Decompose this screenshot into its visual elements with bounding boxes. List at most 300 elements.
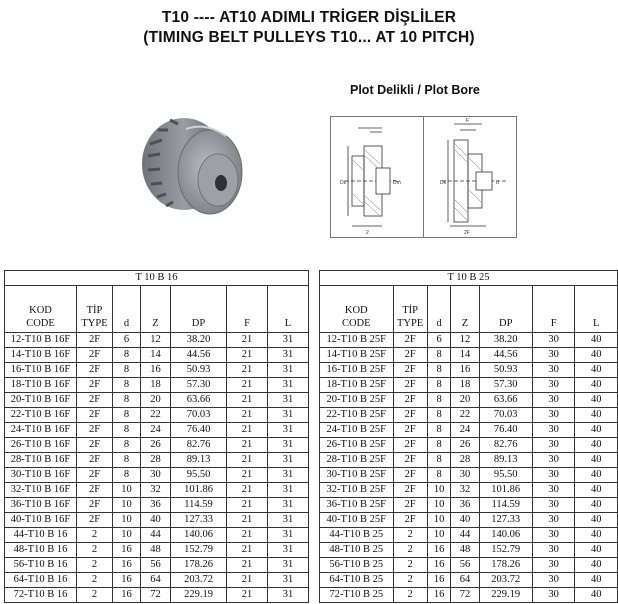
cell-type: 2F bbox=[77, 438, 113, 453]
cell-l: 40 bbox=[575, 408, 618, 423]
cell-dp: 178.26 bbox=[171, 558, 227, 573]
cell-dp: 82.76 bbox=[479, 438, 532, 453]
cell-d: 8 bbox=[427, 468, 451, 483]
cell-z: 64 bbox=[141, 573, 171, 588]
table-row bbox=[320, 408, 618, 423]
col-d: d bbox=[427, 286, 451, 333]
cell-l: 31 bbox=[268, 453, 309, 468]
cell-l: 31 bbox=[268, 438, 309, 453]
cell-type: 2F bbox=[77, 363, 113, 378]
dim-dk-right: Dk bbox=[440, 180, 447, 186]
cell-d: 8 bbox=[113, 453, 141, 468]
cell-z: 12 bbox=[451, 333, 479, 348]
col-kod: KOD CODE bbox=[320, 286, 394, 333]
cell-z: 40 bbox=[141, 513, 171, 528]
cell-z: 56 bbox=[451, 558, 479, 573]
cell-code: 20-T10 B 25F bbox=[320, 393, 394, 408]
cell-f: 30 bbox=[532, 348, 575, 363]
cell-d: 8 bbox=[113, 348, 141, 363]
cell-l: 40 bbox=[575, 528, 618, 543]
cell-f: 21 bbox=[227, 573, 268, 588]
cell-f: 21 bbox=[227, 588, 268, 603]
table-row bbox=[320, 393, 618, 408]
cell-f: 30 bbox=[532, 468, 575, 483]
cell-f: 30 bbox=[532, 513, 575, 528]
table-row bbox=[320, 438, 618, 453]
table-row bbox=[320, 498, 618, 513]
cell-code: 28-T10 B 16F bbox=[5, 453, 77, 468]
pulley-photo bbox=[126, 94, 258, 244]
cell-f: 21 bbox=[227, 513, 268, 528]
cell-code: 24-T10 B 25F bbox=[320, 423, 394, 438]
cell-type: 2F bbox=[393, 498, 427, 513]
cell-dp: 89.13 bbox=[479, 453, 532, 468]
cell-d: 8 bbox=[113, 408, 141, 423]
cell-d: 10 bbox=[113, 498, 141, 513]
cell-type: 2 bbox=[77, 588, 113, 603]
table-row bbox=[320, 363, 618, 378]
cell-type: 2F bbox=[393, 363, 427, 378]
cell-z: 20 bbox=[451, 393, 479, 408]
col-l: L bbox=[575, 286, 618, 333]
table-row bbox=[5, 453, 309, 468]
cell-dp: 152.79 bbox=[479, 543, 532, 558]
cell-code: 14-T10 B 16F bbox=[5, 348, 77, 363]
cell-l: 40 bbox=[575, 363, 618, 378]
cell-type: 2F bbox=[393, 438, 427, 453]
cell-f: 21 bbox=[227, 333, 268, 348]
cell-code: 12-T10 B 16F bbox=[5, 333, 77, 348]
cell-d: 8 bbox=[113, 438, 141, 453]
cell-code: 40-T10 B 16F bbox=[5, 513, 77, 528]
col-dp: DP bbox=[171, 286, 227, 333]
table-row bbox=[5, 348, 309, 363]
cell-code: 44-T10 B 25 bbox=[320, 528, 394, 543]
col-f: F bbox=[227, 286, 268, 333]
cell-code: 56-T10 B 16 bbox=[5, 558, 77, 573]
cell-d: 16 bbox=[113, 573, 141, 588]
cell-code: 22-T10 B 16F bbox=[5, 408, 77, 423]
cell-code: 26-T10 B 25F bbox=[320, 438, 394, 453]
col-dp: DP bbox=[479, 286, 532, 333]
table-row bbox=[5, 333, 309, 348]
cell-f: 21 bbox=[227, 393, 268, 408]
cell-dp: 89.13 bbox=[171, 453, 227, 468]
cell-f: 21 bbox=[227, 378, 268, 393]
cell-l: 31 bbox=[268, 543, 309, 558]
cell-code: 44-T10 B 16 bbox=[5, 528, 77, 543]
cell-code: 32-T10 B 16F bbox=[5, 483, 77, 498]
cell-f: 21 bbox=[227, 438, 268, 453]
cell-z: 26 bbox=[141, 438, 171, 453]
cell-dp: 57.30 bbox=[479, 378, 532, 393]
cell-type: 2F bbox=[393, 378, 427, 393]
cell-z: 14 bbox=[141, 348, 171, 363]
cell-z: 56 bbox=[141, 558, 171, 573]
cell-z: 36 bbox=[141, 498, 171, 513]
cell-code: 24-T10 B 16F bbox=[5, 423, 77, 438]
cell-f: 30 bbox=[532, 543, 575, 558]
cell-f: 21 bbox=[227, 498, 268, 513]
col-l: L bbox=[268, 286, 309, 333]
cell-d: 10 bbox=[427, 528, 451, 543]
cell-z: 48 bbox=[141, 543, 171, 558]
cell-f: 21 bbox=[227, 363, 268, 378]
cell-z: 72 bbox=[141, 588, 171, 603]
cell-dp: 140.06 bbox=[171, 528, 227, 543]
table-row bbox=[5, 408, 309, 423]
cell-d: 8 bbox=[113, 363, 141, 378]
cell-d: 8 bbox=[113, 468, 141, 483]
cell-code: 48-T10 B 16 bbox=[5, 543, 77, 558]
cell-type: 2F bbox=[77, 348, 113, 363]
cell-dp: 70.03 bbox=[171, 408, 227, 423]
dim-2f-right: 2F bbox=[464, 230, 470, 236]
table-row bbox=[320, 468, 618, 483]
cell-d: 8 bbox=[427, 423, 451, 438]
cell-z: 28 bbox=[141, 453, 171, 468]
technical-drawing bbox=[330, 116, 517, 238]
table-row bbox=[320, 423, 618, 438]
cell-type: 2 bbox=[77, 573, 113, 588]
cell-l: 31 bbox=[268, 513, 309, 528]
cell-dp: 127.33 bbox=[171, 513, 227, 528]
cell-code: 18-T10 B 16F bbox=[5, 378, 77, 393]
table-row bbox=[5, 423, 309, 438]
cell-z: 32 bbox=[451, 483, 479, 498]
cell-dp: 70.03 bbox=[479, 408, 532, 423]
table-row bbox=[5, 588, 309, 603]
cell-f: 30 bbox=[532, 438, 575, 453]
cell-z: 24 bbox=[141, 423, 171, 438]
table-row bbox=[320, 543, 618, 558]
dim-d-right: d bbox=[496, 180, 499, 186]
table-row bbox=[5, 393, 309, 408]
cell-l: 40 bbox=[575, 483, 618, 498]
cell-dp: 229.19 bbox=[479, 588, 532, 603]
cell-d: 10 bbox=[113, 513, 141, 528]
cell-f: 30 bbox=[532, 408, 575, 423]
cell-l: 40 bbox=[575, 588, 618, 603]
group-title: T 10 B 16 bbox=[5, 271, 309, 286]
cell-type: 2F bbox=[77, 408, 113, 423]
cell-dp: 38.20 bbox=[171, 333, 227, 348]
table-row bbox=[320, 453, 618, 468]
dim-dm-left: Dm bbox=[393, 180, 401, 186]
table-row bbox=[5, 483, 309, 498]
cell-f: 30 bbox=[532, 333, 575, 348]
table-row bbox=[5, 573, 309, 588]
cell-l: 31 bbox=[268, 408, 309, 423]
cell-type: 2F bbox=[393, 513, 427, 528]
table-row bbox=[5, 378, 309, 393]
cell-code: 26-T10 B 16F bbox=[5, 438, 77, 453]
cell-dp: 44.56 bbox=[171, 348, 227, 363]
cell-type: 2F bbox=[393, 393, 427, 408]
cell-code: 20-T10 B 16F bbox=[5, 393, 77, 408]
cell-f: 30 bbox=[532, 363, 575, 378]
cell-type: 2 bbox=[393, 528, 427, 543]
dim-f-right: F bbox=[466, 118, 470, 124]
cell-type: 2 bbox=[393, 543, 427, 558]
cell-dp: 114.59 bbox=[479, 498, 532, 513]
cell-l: 31 bbox=[268, 573, 309, 588]
cell-dp: 76.40 bbox=[479, 423, 532, 438]
cell-dp: 203.72 bbox=[479, 573, 532, 588]
cell-l: 31 bbox=[268, 483, 309, 498]
cell-f: 30 bbox=[532, 573, 575, 588]
cell-d: 8 bbox=[427, 438, 451, 453]
cell-d: 10 bbox=[427, 483, 451, 498]
cell-l: 31 bbox=[268, 423, 309, 438]
table-row bbox=[320, 483, 618, 498]
cell-f: 30 bbox=[532, 498, 575, 513]
cell-type: 2F bbox=[393, 483, 427, 498]
cell-l: 40 bbox=[575, 543, 618, 558]
cell-code: 36-T10 B 16F bbox=[5, 498, 77, 513]
cell-code: 32-T10 B 25F bbox=[320, 483, 394, 498]
cell-z: 28 bbox=[451, 453, 479, 468]
cell-d: 8 bbox=[427, 453, 451, 468]
cell-l: 40 bbox=[575, 333, 618, 348]
cell-dp: 38.20 bbox=[479, 333, 532, 348]
cell-code: 72-T10 B 25 bbox=[320, 588, 394, 603]
col-tip: TİP TYPE bbox=[77, 286, 113, 333]
cell-f: 30 bbox=[532, 528, 575, 543]
cell-code: 40-T10 B 25F bbox=[320, 513, 394, 528]
cell-z: 44 bbox=[451, 528, 479, 543]
cell-code: 64-T10 B 25 bbox=[320, 573, 394, 588]
cell-z: 44 bbox=[141, 528, 171, 543]
table-row bbox=[5, 498, 309, 513]
cell-l: 40 bbox=[575, 348, 618, 363]
cell-dp: 127.33 bbox=[479, 513, 532, 528]
cell-z: 48 bbox=[451, 543, 479, 558]
cell-type: 2F bbox=[77, 423, 113, 438]
cell-z: 30 bbox=[141, 468, 171, 483]
cell-dp: 76.40 bbox=[171, 423, 227, 438]
cell-type: 2F bbox=[393, 453, 427, 468]
cell-d: 10 bbox=[427, 513, 451, 528]
dim-2-left: 2 bbox=[366, 230, 369, 236]
cell-z: 72 bbox=[451, 588, 479, 603]
cell-l: 40 bbox=[575, 378, 618, 393]
col-d: d bbox=[113, 286, 141, 333]
table-row bbox=[5, 513, 309, 528]
cell-z: 40 bbox=[451, 513, 479, 528]
table-row bbox=[5, 528, 309, 543]
cell-code: 72-T10 B 16 bbox=[5, 588, 77, 603]
cell-dp: 101.86 bbox=[171, 483, 227, 498]
col-tip: TİP TYPE bbox=[393, 286, 427, 333]
cell-type: 2F bbox=[77, 498, 113, 513]
group-title: T 10 B 25 bbox=[320, 271, 618, 286]
cell-dp: 63.66 bbox=[171, 393, 227, 408]
cell-l: 31 bbox=[268, 588, 309, 603]
cell-type: 2F bbox=[393, 348, 427, 363]
cell-z: 16 bbox=[141, 363, 171, 378]
cell-l: 40 bbox=[575, 573, 618, 588]
table-row bbox=[320, 528, 618, 543]
cell-z: 14 bbox=[451, 348, 479, 363]
cell-d: 8 bbox=[427, 378, 451, 393]
table-row bbox=[320, 333, 618, 348]
cell-f: 30 bbox=[532, 378, 575, 393]
cell-type: 2 bbox=[77, 528, 113, 543]
cell-code: 56-T10 B 25 bbox=[320, 558, 394, 573]
cell-d: 6 bbox=[113, 333, 141, 348]
cell-f: 30 bbox=[532, 423, 575, 438]
col-f: F bbox=[532, 286, 575, 333]
table-row bbox=[5, 438, 309, 453]
cell-l: 31 bbox=[268, 363, 309, 378]
cell-code: 28-T10 B 25F bbox=[320, 453, 394, 468]
cell-dp: 95.50 bbox=[479, 468, 532, 483]
cell-f: 21 bbox=[227, 468, 268, 483]
cell-l: 40 bbox=[575, 513, 618, 528]
cell-z: 24 bbox=[451, 423, 479, 438]
cell-dp: 95.50 bbox=[171, 468, 227, 483]
cell-d: 8 bbox=[113, 378, 141, 393]
cell-dp: 140.06 bbox=[479, 528, 532, 543]
bore-label: Plot Delikli / Plot Bore bbox=[350, 83, 480, 97]
cell-code: 16-T10 B 16F bbox=[5, 363, 77, 378]
table-t10-b25 bbox=[319, 270, 618, 603]
cell-d: 10 bbox=[427, 498, 451, 513]
cell-code: 16-T10 B 25F bbox=[320, 363, 394, 378]
cell-z: 30 bbox=[451, 468, 479, 483]
cell-d: 8 bbox=[427, 408, 451, 423]
cell-f: 21 bbox=[227, 528, 268, 543]
cell-l: 40 bbox=[575, 498, 618, 513]
cell-dp: 152.79 bbox=[171, 543, 227, 558]
col-z: Z bbox=[141, 286, 171, 333]
cell-d: 8 bbox=[113, 393, 141, 408]
cell-type: 2 bbox=[393, 558, 427, 573]
cell-z: 16 bbox=[451, 363, 479, 378]
cell-f: 30 bbox=[532, 558, 575, 573]
table-t10-b16 bbox=[4, 270, 309, 603]
cell-d: 6 bbox=[427, 333, 451, 348]
dim-dk-left: Dk bbox=[340, 180, 347, 186]
cell-type: 2F bbox=[393, 333, 427, 348]
cell-dp: 82.76 bbox=[171, 438, 227, 453]
page-subtitle: (TIMING BELT PULLEYS T10... AT 10 PITCH) bbox=[143, 29, 475, 46]
cell-z: 18 bbox=[141, 378, 171, 393]
cell-dp: 50.93 bbox=[479, 363, 532, 378]
cell-code: 48-T10 B 25 bbox=[320, 543, 394, 558]
table-row bbox=[5, 543, 309, 558]
cell-d: 16 bbox=[113, 558, 141, 573]
cell-l: 31 bbox=[268, 348, 309, 363]
cell-type: 2F bbox=[77, 378, 113, 393]
cell-l: 40 bbox=[575, 453, 618, 468]
cell-f: 21 bbox=[227, 483, 268, 498]
cell-code: 12-T10 B 25F bbox=[320, 333, 394, 348]
cell-d: 8 bbox=[427, 348, 451, 363]
cell-dp: 114.59 bbox=[171, 498, 227, 513]
table-row bbox=[320, 378, 618, 393]
page-title: T10 ---- AT10 ADIMLI TRİGER DİŞLİLER bbox=[161, 9, 457, 26]
col-kod: KOD CODE bbox=[5, 286, 77, 333]
cell-f: 21 bbox=[227, 408, 268, 423]
cell-code: 30-T10 B 25F bbox=[320, 468, 394, 483]
cell-code: 36-T10 B 25F bbox=[320, 498, 394, 513]
cell-f: 21 bbox=[227, 543, 268, 558]
cell-l: 31 bbox=[268, 393, 309, 408]
cell-dp: 57.30 bbox=[171, 378, 227, 393]
cell-type: 2F bbox=[77, 453, 113, 468]
cell-dp: 101.86 bbox=[479, 483, 532, 498]
cell-d: 8 bbox=[113, 423, 141, 438]
cell-type: 2F bbox=[77, 513, 113, 528]
cell-type: 2F bbox=[77, 393, 113, 408]
cell-type: 2F bbox=[77, 468, 113, 483]
table-row bbox=[5, 558, 309, 573]
cell-d: 16 bbox=[113, 588, 141, 603]
cell-d: 16 bbox=[427, 558, 451, 573]
cell-l: 40 bbox=[575, 468, 618, 483]
cell-z: 12 bbox=[141, 333, 171, 348]
cell-dp: 63.66 bbox=[479, 393, 532, 408]
cell-l: 31 bbox=[268, 333, 309, 348]
cell-f: 21 bbox=[227, 558, 268, 573]
cell-d: 16 bbox=[427, 588, 451, 603]
cell-l: 40 bbox=[575, 558, 618, 573]
cell-type: 2 bbox=[77, 558, 113, 573]
cell-type: 2 bbox=[77, 543, 113, 558]
cell-l: 31 bbox=[268, 498, 309, 513]
cell-f: 21 bbox=[227, 348, 268, 363]
cell-f: 30 bbox=[532, 453, 575, 468]
cell-type: 2F bbox=[77, 333, 113, 348]
cell-l: 40 bbox=[575, 438, 618, 453]
cell-code: 14-T10 B 25F bbox=[320, 348, 394, 363]
cell-z: 26 bbox=[451, 438, 479, 453]
table-row bbox=[5, 363, 309, 378]
cell-f: 30 bbox=[532, 393, 575, 408]
cell-z: 36 bbox=[451, 498, 479, 513]
cell-code: 22-T10 B 25F bbox=[320, 408, 394, 423]
cell-d: 10 bbox=[113, 483, 141, 498]
cell-l: 40 bbox=[575, 393, 618, 408]
cell-code: 18-T10 B 25F bbox=[320, 378, 394, 393]
cell-z: 18 bbox=[451, 378, 479, 393]
cell-l: 31 bbox=[268, 468, 309, 483]
cell-l: 31 bbox=[268, 378, 309, 393]
cell-type: 2F bbox=[393, 423, 427, 438]
col-z: Z bbox=[451, 286, 479, 333]
table-row bbox=[320, 573, 618, 588]
cell-l: 40 bbox=[575, 423, 618, 438]
cell-z: 22 bbox=[451, 408, 479, 423]
cell-dp: 44.56 bbox=[479, 348, 532, 363]
cell-type: 2F bbox=[393, 468, 427, 483]
table-row bbox=[320, 558, 618, 573]
cell-type: 2 bbox=[393, 588, 427, 603]
cell-f: 30 bbox=[532, 588, 575, 603]
cell-code: 64-T10 B 16 bbox=[5, 573, 77, 588]
cell-d: 16 bbox=[427, 573, 451, 588]
cell-z: 32 bbox=[141, 483, 171, 498]
cell-type: 2F bbox=[77, 483, 113, 498]
cell-f: 21 bbox=[227, 423, 268, 438]
cell-dp: 229.19 bbox=[171, 588, 227, 603]
cell-d: 8 bbox=[427, 393, 451, 408]
cell-l: 31 bbox=[268, 528, 309, 543]
table-row bbox=[320, 348, 618, 363]
table-row bbox=[320, 588, 618, 603]
